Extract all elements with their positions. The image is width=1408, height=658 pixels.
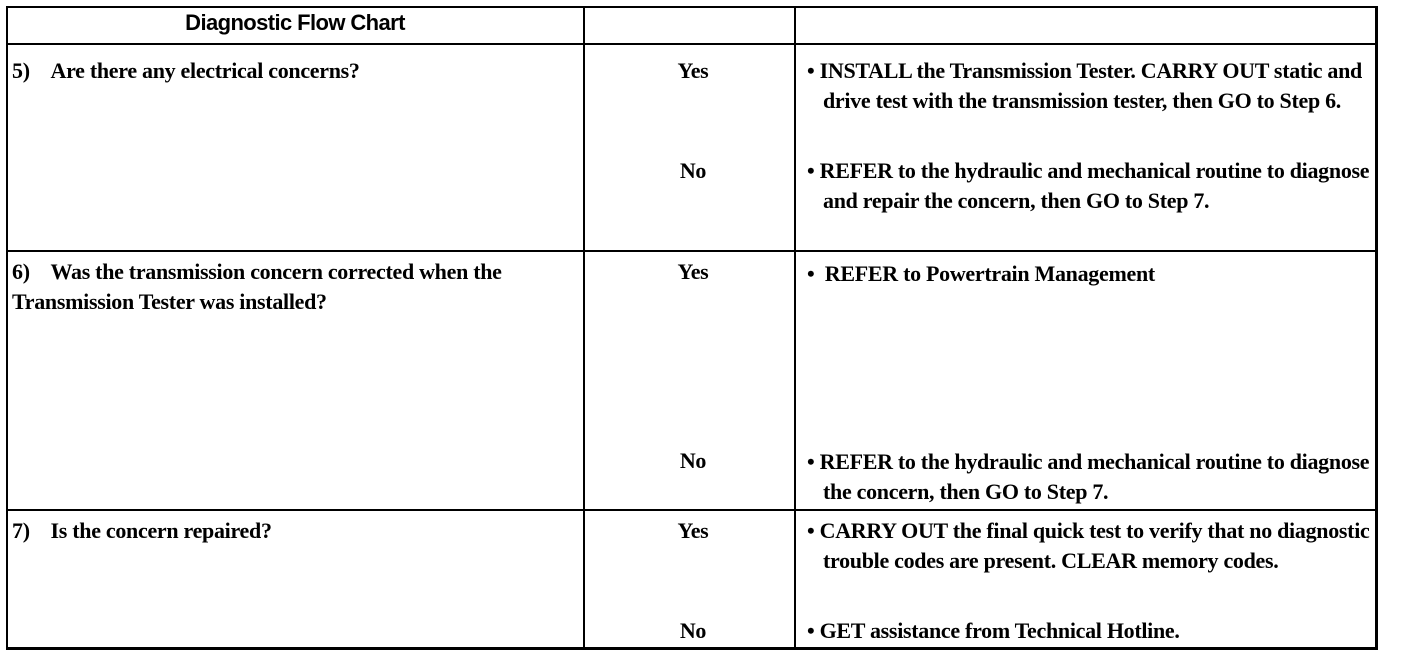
question-step-5: 5) Are there any electrical concerns?: [12, 58, 360, 83]
row-separator-6-7: [6, 509, 1378, 511]
answer-no-step-7: No: [679, 618, 707, 643]
answer-yes-step-5: Yes: [677, 58, 709, 83]
column-separator-1: [583, 6, 585, 650]
action-no-step-5: • REFER to the hydraulic and mechanical routine to diagnose and repair the concern, then GO to Step 7.: [807, 158, 1370, 213]
border-right: [1375, 6, 1378, 650]
answer-no-step-6: No: [679, 448, 707, 473]
action-yes-step-5: • INSTALL the Transmission Tester. CARRY OUT static and drive test with the transmission tester, then GO to Step 6.: [807, 58, 1362, 113]
column-separator-2: [794, 6, 796, 650]
answer-yes-step-7: Yes: [677, 518, 709, 543]
question-step-6: 6) Was the transmission concern corrected when the Transmission Tester was installed?: [12, 259, 502, 314]
action-no-step-6: • REFER to the hydraulic and mechanical routine to diagnose the concern, then GO to Step 7.: [807, 449, 1370, 504]
diagnostic-flow-table: [6, 6, 1378, 650]
table-title: Diagnostic Flow Chart: [185, 10, 405, 35]
header-separator: [6, 43, 1378, 45]
border-top: [6, 6, 1378, 8]
action-yes-step-7: • CARRY OUT the final quick test to verify that no diagnostic trouble codes are present. CLEAR memory codes.: [807, 518, 1370, 573]
border-bottom: [6, 647, 1378, 650]
question-step-7: 7) Is the concern repaired?: [12, 518, 272, 543]
row-separator-5-6: [6, 250, 1378, 252]
answer-yes-step-6: Yes: [677, 259, 709, 284]
answer-no-step-5: No: [679, 158, 707, 183]
border-left: [6, 6, 8, 650]
action-yes-step-6: • REFER to Powertrain Management: [807, 261, 1155, 286]
action-no-step-7: • GET assistance from Technical Hotline.: [807, 618, 1180, 643]
